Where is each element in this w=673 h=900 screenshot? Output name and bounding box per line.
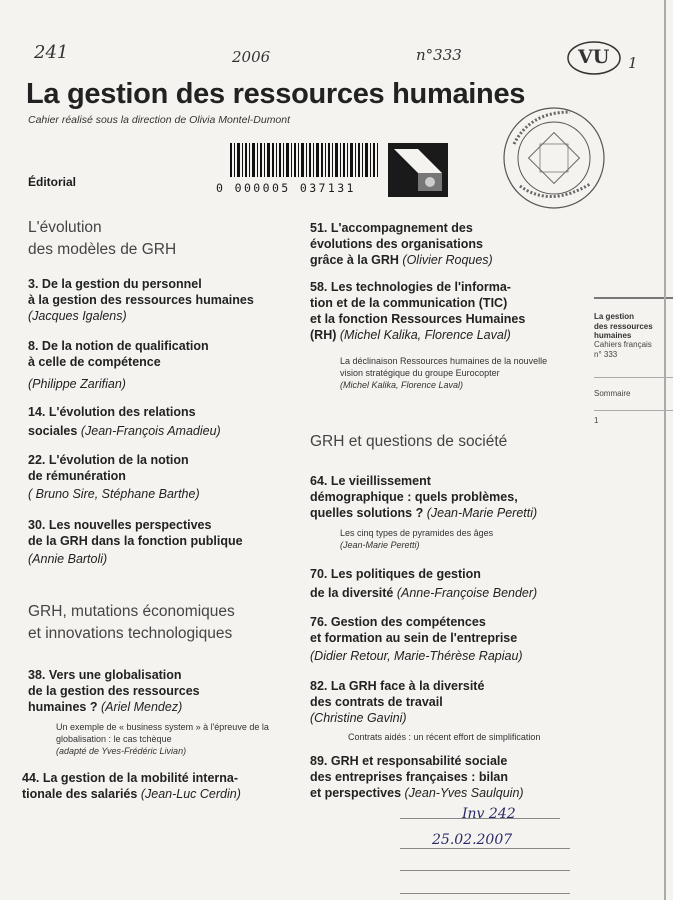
handwritten-issue: n°333 [416,46,462,64]
toc-entry[interactable]: 38. Vers une globalisation de la gestion des ressources humaines ? (Ariel Mendez) [28,668,200,714]
inventory-line [400,870,570,871]
section-heading: GRH et questions de société [310,433,508,450]
page-edge [664,0,666,900]
toc-entry[interactable]: 82. La GRH face à la diversité des contrats de travail (Christine Gavini) [310,679,485,725]
toc-entry[interactable]: 89. GRH et responsabilité sociale des entreprises françaises : bilan et perspectives (Jean-Yves Saulquin) [310,754,524,800]
inventory-number: Inv 242 [462,806,516,822]
publisher-logo-icon [388,143,448,197]
inventory-line [400,848,570,849]
sidebar-label: Sommaire [594,389,631,398]
barcode-number: 0 000005 037131 [216,181,356,195]
toc-entry[interactable]: 22. L'évolution de la notion de rémunération ( Bruno Sire, Stéphane Barthe) [28,453,200,501]
sidebar-title: La gestion des ressources humaines [594,312,653,340]
toc-entry[interactable]: 51. L'accompagnement des évolutions des organisations grâce à la GRH (Olivier Roques) [310,221,493,267]
toc-entry[interactable]: 44. La gestion de la mobilité interna- tionale des salariés (Jean-Luc Cerdin) [22,771,241,801]
toc-entry[interactable]: 3. De la gestion du personnel à la gestion des ressources humaines (Jacques Igalens) [28,277,254,323]
toc-entry[interactable]: 64. Le vieillissement démographique : quels problèmes, quelles solutions ? (Jean-Marie Peretti) [310,474,538,520]
toc-subentry[interactable]: Les cinq types de pyramides des âges (Jean-Marie Peretti) [340,528,494,550]
vu-mark: VU [578,46,610,68]
sidebar-publication: Cahiers français n° 333 [594,340,652,359]
section-heading: L'évolution des modèles de GRH [28,219,177,258]
toc-entry[interactable]: 70. Les politiques de gestion de la diversité (Anne-Françoise Bender) [310,567,538,600]
toc-subentry[interactable]: Un exemple de « business system » à l'épreuve de la globalisation : le cas tchèque (adapté de Yves-Frédéric Livian) [56,722,269,756]
inventory-date: 25.02.2007 [432,832,513,848]
toc-entry[interactable]: 14. L'évolution des relations sociales (Jean-François Amadieu) [28,405,221,438]
toc-entry[interactable]: 8. De la notion de qualification à celle de compétence (Philippe Zarifian) [28,339,209,391]
section-heading: GRH, mutations économiques et innovations technologiques [28,603,235,642]
toc-entry[interactable]: 58. Les technologies de l'informa- tion et de la communication (TIC) et la fonction Ressources Humaines (RH) (Michel Kalika, Florence Laval) [310,280,526,342]
sidebar-rule [594,377,673,378]
library-stamp-icon [500,104,608,212]
sidebar-rule [594,410,673,411]
toc-entry[interactable]: 30. Les nouvelles perspectives de la GRH dans la fonction publique (Annie Bartoli) [28,518,243,566]
inventory-line [400,893,570,894]
toc-subentry[interactable]: La déclinaison Ressources humaines de la nouvelle vision stratégique du groupe Eurocopter (Michel Kalika, Florence Laval) [340,356,548,390]
vu-suffix: 1 [628,54,638,72]
page-subtitle: Cahier réalisé sous la direction de Olivia Montel-Dumont [28,114,291,126]
sidebar-rule [594,297,673,299]
barcode-icon [230,143,378,177]
handwritten-number: 241 [34,42,69,63]
toc-subentry[interactable]: Contrats aidés : un récent effort de simplification [348,732,541,742]
toc-entry[interactable]: 76. Gestion des compétences et formation au sein de l'entreprise (Didier Retour, Marie-Thérèse Rapiau) [310,615,523,663]
handwritten-year: 2006 [232,48,271,66]
editorial-label: Éditorial [28,175,77,189]
page-title: La gestion des ressources humaines [26,78,526,110]
page-number: 1 [594,416,599,425]
